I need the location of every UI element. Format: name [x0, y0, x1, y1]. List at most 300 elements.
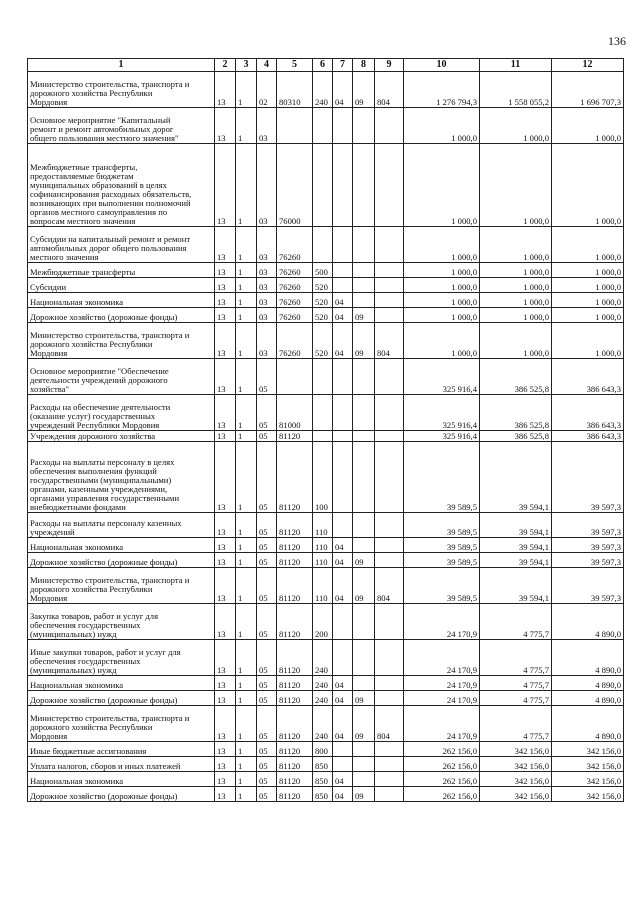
- code-cell: 1: [236, 787, 257, 802]
- code-cell: 81120: [277, 513, 313, 538]
- row-name-cell: Расходы на выплаты персоналу казенных учреждений: [28, 513, 215, 538]
- code-cell: [277, 359, 313, 395]
- code-cell: 03: [257, 108, 277, 144]
- code-cell: 13: [215, 640, 236, 676]
- code-cell: 1: [236, 568, 257, 604]
- amount-cell: 4 775,7: [480, 691, 552, 706]
- code-cell: [353, 757, 375, 772]
- code-cell: [333, 227, 353, 263]
- code-cell: 1: [236, 108, 257, 144]
- code-cell: [375, 640, 404, 676]
- amount-cell: 386 643,3: [552, 431, 624, 442]
- amount-cell: 39 597,3: [552, 513, 624, 538]
- code-cell: 110: [313, 513, 333, 538]
- amount-cell: 262 156,0: [404, 757, 480, 772]
- code-cell: 81000: [277, 395, 313, 431]
- code-cell: 1: [236, 538, 257, 553]
- code-cell: [353, 538, 375, 553]
- amount-cell: 39 589,5: [404, 538, 480, 553]
- code-cell: 520: [313, 323, 333, 359]
- amount-cell: 1 696 707,3: [552, 72, 624, 108]
- code-cell: [313, 144, 333, 227]
- code-cell: 76260: [277, 263, 313, 278]
- header-cell: 4: [257, 59, 277, 72]
- code-cell: [353, 640, 375, 676]
- code-cell: 13: [215, 772, 236, 787]
- code-cell: [353, 431, 375, 442]
- amount-cell: 262 156,0: [404, 742, 480, 757]
- code-cell: 04: [333, 72, 353, 108]
- table-row: [28, 293, 624, 308]
- table-row: [28, 144, 624, 227]
- code-cell: 04: [333, 676, 353, 691]
- amount-cell: 39 597,3: [552, 538, 624, 553]
- code-cell: 05: [257, 513, 277, 538]
- code-cell: 81120: [277, 604, 313, 640]
- code-cell: 110: [313, 538, 333, 553]
- code-cell: 81120: [277, 706, 313, 742]
- amount-cell: 325 916,4: [404, 395, 480, 431]
- code-cell: 1: [236, 431, 257, 442]
- code-cell: 850: [313, 757, 333, 772]
- code-cell: 804: [375, 568, 404, 604]
- row-name-cell: Министерство строительства, транспорта и дорожного хозяйства Республики Мордовия: [28, 323, 215, 359]
- amount-cell: 1 000,0: [552, 108, 624, 144]
- code-cell: 05: [257, 691, 277, 706]
- code-cell: [353, 359, 375, 395]
- table-row: [28, 308, 624, 323]
- amount-cell: 1 000,0: [404, 308, 480, 323]
- row-name-cell: Закупка товаров, работ и услуг для обеспечения государственных (муниципальных) нужд: [28, 604, 215, 640]
- code-cell: [375, 431, 404, 442]
- code-cell: 05: [257, 787, 277, 802]
- code-cell: [333, 604, 353, 640]
- row-name-cell: Расходы на выплаты персоналу в целях обеспечения выполнения функций государственными (муниципальными) органами, казенными учреждениями, органами управления государственными внебюджетными фондами: [28, 442, 215, 513]
- code-cell: 09: [353, 568, 375, 604]
- code-cell: 09: [353, 787, 375, 802]
- code-cell: 81120: [277, 757, 313, 772]
- code-cell: 240: [313, 691, 333, 706]
- code-cell: 1: [236, 144, 257, 227]
- code-cell: 520: [313, 308, 333, 323]
- table-row: [28, 278, 624, 293]
- amount-cell: 39 589,5: [404, 513, 480, 538]
- amount-cell: 1 000,0: [404, 323, 480, 359]
- code-cell: 05: [257, 359, 277, 395]
- budget-table: [27, 58, 624, 802]
- code-cell: [277, 108, 313, 144]
- code-cell: [353, 108, 375, 144]
- row-name-cell: Министерство строительства, транспорта и дорожного хозяйства Республики Мордовия: [28, 706, 215, 742]
- amount-cell: 39 594,1: [480, 513, 552, 538]
- row-name-cell: Дорожное хозяйство (дорожные фонды): [28, 787, 215, 802]
- code-cell: [313, 108, 333, 144]
- code-cell: 05: [257, 604, 277, 640]
- code-cell: 80310: [277, 72, 313, 108]
- code-cell: 05: [257, 640, 277, 676]
- table-row: [28, 604, 624, 640]
- code-cell: [375, 278, 404, 293]
- amount-cell: 342 156,0: [552, 787, 624, 802]
- code-cell: [333, 442, 353, 513]
- code-cell: [375, 359, 404, 395]
- amount-cell: 386 643,3: [552, 395, 624, 431]
- row-name-cell: Дорожное хозяйство (дорожные фонды): [28, 691, 215, 706]
- table-row: [28, 359, 624, 395]
- table-row: [28, 676, 624, 691]
- code-cell: [333, 513, 353, 538]
- code-cell: 81120: [277, 553, 313, 568]
- code-cell: 240: [313, 706, 333, 742]
- amount-cell: 1 000,0: [480, 308, 552, 323]
- code-cell: 850: [313, 787, 333, 802]
- code-cell: 1: [236, 772, 257, 787]
- code-cell: 100: [313, 442, 333, 513]
- code-cell: 76260: [277, 227, 313, 263]
- code-cell: 05: [257, 742, 277, 757]
- code-cell: 04: [333, 553, 353, 568]
- amount-cell: 4 890,0: [552, 640, 624, 676]
- row-name-cell: Иные закупки товаров, работ и услуг для обеспечения государственных (муниципальных) нужд: [28, 640, 215, 676]
- code-cell: 03: [257, 293, 277, 308]
- code-cell: [333, 359, 353, 395]
- row-name-cell: Министерство строительства, транспорта и дорожного хозяйства Республики Мордовия: [28, 568, 215, 604]
- code-cell: 05: [257, 757, 277, 772]
- amount-cell: 4 775,7: [480, 676, 552, 691]
- amount-cell: 386 525,8: [480, 395, 552, 431]
- amount-cell: 39 594,1: [480, 538, 552, 553]
- header-cell: 11: [480, 59, 552, 72]
- code-cell: [353, 293, 375, 308]
- amount-cell: 1 000,0: [480, 227, 552, 263]
- table-row: [28, 323, 624, 359]
- table-row: [28, 742, 624, 757]
- header-cell: 5: [277, 59, 313, 72]
- amount-cell: 1 000,0: [404, 278, 480, 293]
- amount-cell: 4 890,0: [552, 676, 624, 691]
- amount-cell: 386 525,8: [480, 431, 552, 442]
- amount-cell: 39 594,1: [480, 442, 552, 513]
- header-row: [28, 59, 624, 72]
- code-cell: 13: [215, 263, 236, 278]
- table-body: [28, 72, 624, 802]
- code-cell: 76260: [277, 323, 313, 359]
- amount-cell: 24 170,9: [404, 706, 480, 742]
- code-cell: 800: [313, 742, 333, 757]
- code-cell: [333, 640, 353, 676]
- code-cell: 520: [313, 293, 333, 308]
- code-cell: [333, 278, 353, 293]
- table-row: [28, 227, 624, 263]
- code-cell: 13: [215, 308, 236, 323]
- code-cell: [375, 108, 404, 144]
- code-cell: 03: [257, 323, 277, 359]
- code-cell: [333, 263, 353, 278]
- code-cell: 04: [333, 568, 353, 604]
- code-cell: [353, 604, 375, 640]
- amount-cell: 262 156,0: [404, 787, 480, 802]
- code-cell: 02: [257, 72, 277, 108]
- header-cell: 1: [28, 59, 215, 72]
- code-cell: 13: [215, 787, 236, 802]
- table-row: [28, 553, 624, 568]
- code-cell: 76260: [277, 308, 313, 323]
- code-cell: 200: [313, 604, 333, 640]
- header-cell: 10: [404, 59, 480, 72]
- code-cell: 1: [236, 442, 257, 513]
- amount-cell: 386 643,3: [552, 359, 624, 395]
- code-cell: 05: [257, 706, 277, 742]
- amount-cell: 342 156,0: [480, 772, 552, 787]
- row-name-cell: Субсидии на капитальный ремонт и ремонт автомобильных дорог общего пользования местного значения: [28, 227, 215, 263]
- code-cell: 1: [236, 742, 257, 757]
- amount-cell: 1 000,0: [480, 278, 552, 293]
- code-cell: [375, 442, 404, 513]
- amount-cell: 39 597,3: [552, 553, 624, 568]
- code-cell: [333, 757, 353, 772]
- code-cell: [375, 263, 404, 278]
- code-cell: 81120: [277, 431, 313, 442]
- code-cell: 81120: [277, 787, 313, 802]
- code-cell: 04: [333, 772, 353, 787]
- amount-cell: 24 170,9: [404, 640, 480, 676]
- code-cell: 13: [215, 278, 236, 293]
- amount-cell: 39 589,5: [404, 442, 480, 513]
- code-cell: 1: [236, 691, 257, 706]
- code-cell: 1: [236, 323, 257, 359]
- code-cell: 81120: [277, 640, 313, 676]
- amount-cell: 1 000,0: [552, 293, 624, 308]
- code-cell: [375, 293, 404, 308]
- code-cell: 04: [333, 787, 353, 802]
- code-cell: 09: [353, 553, 375, 568]
- code-cell: 13: [215, 691, 236, 706]
- code-cell: 13: [215, 538, 236, 553]
- amount-cell: 1 000,0: [404, 227, 480, 263]
- code-cell: 110: [313, 553, 333, 568]
- table-row: [28, 787, 624, 802]
- code-cell: 76260: [277, 278, 313, 293]
- code-cell: 1: [236, 395, 257, 431]
- amount-cell: 4 890,0: [552, 691, 624, 706]
- code-cell: [375, 787, 404, 802]
- code-cell: [353, 676, 375, 691]
- amount-cell: 39 597,3: [552, 568, 624, 604]
- amount-cell: 4 775,7: [480, 604, 552, 640]
- code-cell: 13: [215, 72, 236, 108]
- table-row: [28, 395, 624, 431]
- row-name-cell: Национальная экономика: [28, 293, 215, 308]
- code-cell: 13: [215, 706, 236, 742]
- code-cell: [375, 604, 404, 640]
- code-cell: 13: [215, 395, 236, 431]
- code-cell: 13: [215, 604, 236, 640]
- amount-cell: 1 276 794,3: [404, 72, 480, 108]
- code-cell: 13: [215, 227, 236, 263]
- row-name-cell: Национальная экономика: [28, 772, 215, 787]
- table-row: [28, 538, 624, 553]
- code-cell: 81120: [277, 538, 313, 553]
- code-cell: 500: [313, 263, 333, 278]
- code-cell: 1: [236, 757, 257, 772]
- code-cell: [353, 513, 375, 538]
- amount-cell: 1 000,0: [552, 144, 624, 227]
- code-cell: [353, 144, 375, 227]
- amount-cell: 342 156,0: [480, 787, 552, 802]
- code-cell: 05: [257, 538, 277, 553]
- header-cell: 12: [552, 59, 624, 72]
- code-cell: 04: [333, 293, 353, 308]
- amount-cell: 4 890,0: [552, 604, 624, 640]
- code-cell: [375, 513, 404, 538]
- code-cell: 1: [236, 227, 257, 263]
- code-cell: 1: [236, 553, 257, 568]
- amount-cell: 1 000,0: [404, 108, 480, 144]
- amount-cell: 342 156,0: [552, 742, 624, 757]
- code-cell: 1: [236, 706, 257, 742]
- amount-cell: 1 000,0: [404, 293, 480, 308]
- code-cell: 81120: [277, 691, 313, 706]
- code-cell: [333, 431, 353, 442]
- amount-cell: 1 000,0: [480, 293, 552, 308]
- code-cell: 09: [353, 706, 375, 742]
- code-cell: 03: [257, 278, 277, 293]
- amount-cell: 1 000,0: [404, 144, 480, 227]
- header-cell: 7: [333, 59, 353, 72]
- code-cell: 240: [313, 640, 333, 676]
- code-cell: 81120: [277, 568, 313, 604]
- row-name-cell: Основное мероприятие "Капитальный ремонт и ремонт автомобильных дорог общего пользования местного значения": [28, 108, 215, 144]
- code-cell: 05: [257, 676, 277, 691]
- code-cell: 1: [236, 293, 257, 308]
- code-cell: [375, 676, 404, 691]
- code-cell: 03: [257, 308, 277, 323]
- table-row: [28, 72, 624, 108]
- row-name-cell: Дорожное хозяйство (дорожные фонды): [28, 553, 215, 568]
- code-cell: 04: [333, 308, 353, 323]
- header-cell: 3: [236, 59, 257, 72]
- code-cell: [333, 144, 353, 227]
- code-cell: [353, 227, 375, 263]
- amount-cell: 342 156,0: [552, 757, 624, 772]
- amount-cell: 1 000,0: [404, 263, 480, 278]
- code-cell: [313, 359, 333, 395]
- row-name-cell: Основное мероприятие "Обеспечение деятельности учреждений дорожного хозяйства": [28, 359, 215, 395]
- code-cell: 13: [215, 293, 236, 308]
- row-name-cell: Национальная экономика: [28, 538, 215, 553]
- code-cell: 1: [236, 308, 257, 323]
- amount-cell: 342 156,0: [552, 772, 624, 787]
- code-cell: [313, 227, 333, 263]
- code-cell: 240: [313, 676, 333, 691]
- code-cell: 05: [257, 395, 277, 431]
- row-name-cell: Уплата налогов, сборов и иных платежей: [28, 757, 215, 772]
- code-cell: 05: [257, 442, 277, 513]
- row-name-cell: Субсидии: [28, 278, 215, 293]
- amount-cell: 1 000,0: [480, 263, 552, 278]
- code-cell: 81120: [277, 772, 313, 787]
- code-cell: 13: [215, 553, 236, 568]
- code-cell: 76260: [277, 293, 313, 308]
- code-cell: [353, 395, 375, 431]
- table-row: [28, 772, 624, 787]
- code-cell: [375, 553, 404, 568]
- code-cell: 09: [353, 308, 375, 323]
- code-cell: 04: [333, 691, 353, 706]
- code-cell: [313, 431, 333, 442]
- row-name-cell: Межбюджетные трансферты: [28, 263, 215, 278]
- code-cell: 03: [257, 263, 277, 278]
- amount-cell: 24 170,9: [404, 676, 480, 691]
- row-name-cell: Иные бюджетные ассигнования: [28, 742, 215, 757]
- code-cell: 804: [375, 72, 404, 108]
- amount-cell: 1 558 055,2: [480, 72, 552, 108]
- code-cell: 81120: [277, 442, 313, 513]
- header-cell: 8: [353, 59, 375, 72]
- code-cell: 04: [333, 323, 353, 359]
- row-name-cell: Дорожное хозяйство (дорожные фонды): [28, 308, 215, 323]
- code-cell: 81120: [277, 742, 313, 757]
- header-cell: 9: [375, 59, 404, 72]
- code-cell: 13: [215, 742, 236, 757]
- code-cell: 05: [257, 772, 277, 787]
- code-cell: 13: [215, 359, 236, 395]
- amount-cell: 39 589,5: [404, 553, 480, 568]
- code-cell: 04: [333, 706, 353, 742]
- code-cell: 13: [215, 442, 236, 513]
- code-cell: 1: [236, 604, 257, 640]
- amount-cell: 1 000,0: [552, 278, 624, 293]
- code-cell: 1: [236, 359, 257, 395]
- code-cell: 03: [257, 144, 277, 227]
- code-cell: [375, 772, 404, 787]
- amount-cell: 262 156,0: [404, 772, 480, 787]
- code-cell: 1: [236, 513, 257, 538]
- code-cell: [333, 108, 353, 144]
- table-row: [28, 640, 624, 676]
- code-cell: 09: [353, 323, 375, 359]
- amount-cell: 1 000,0: [552, 323, 624, 359]
- code-cell: 13: [215, 676, 236, 691]
- amount-cell: 1 000,0: [552, 263, 624, 278]
- amount-cell: 1 000,0: [552, 227, 624, 263]
- code-cell: 09: [353, 72, 375, 108]
- code-cell: [375, 538, 404, 553]
- amount-cell: 342 156,0: [480, 742, 552, 757]
- table-row: [28, 568, 624, 604]
- amount-cell: 24 170,9: [404, 691, 480, 706]
- code-cell: [375, 308, 404, 323]
- code-cell: [353, 772, 375, 787]
- amount-cell: 4 775,7: [480, 640, 552, 676]
- code-cell: 520: [313, 278, 333, 293]
- table-row: [28, 513, 624, 538]
- row-name-cell: Расходы на обеспечение деятельности (оказание услуг) государственных учреждений Республики Мордовия: [28, 395, 215, 431]
- code-cell: [333, 395, 353, 431]
- code-cell: 13: [215, 144, 236, 227]
- code-cell: 13: [215, 323, 236, 359]
- table-row: [28, 757, 624, 772]
- code-cell: 04: [333, 538, 353, 553]
- table-row: [28, 442, 624, 513]
- code-cell: [375, 227, 404, 263]
- code-cell: [313, 395, 333, 431]
- row-name-cell: Межбюджетные трансферты, предоставляемые бюджетам муниципальных образований в целях софинансирования расходных обязательств, возникающих при выполнении полномочий органов местного самоуправления по вопросам местного значения: [28, 144, 215, 227]
- code-cell: 1: [236, 676, 257, 691]
- amount-cell: 1 000,0: [552, 308, 624, 323]
- code-cell: 13: [215, 513, 236, 538]
- code-cell: 13: [215, 108, 236, 144]
